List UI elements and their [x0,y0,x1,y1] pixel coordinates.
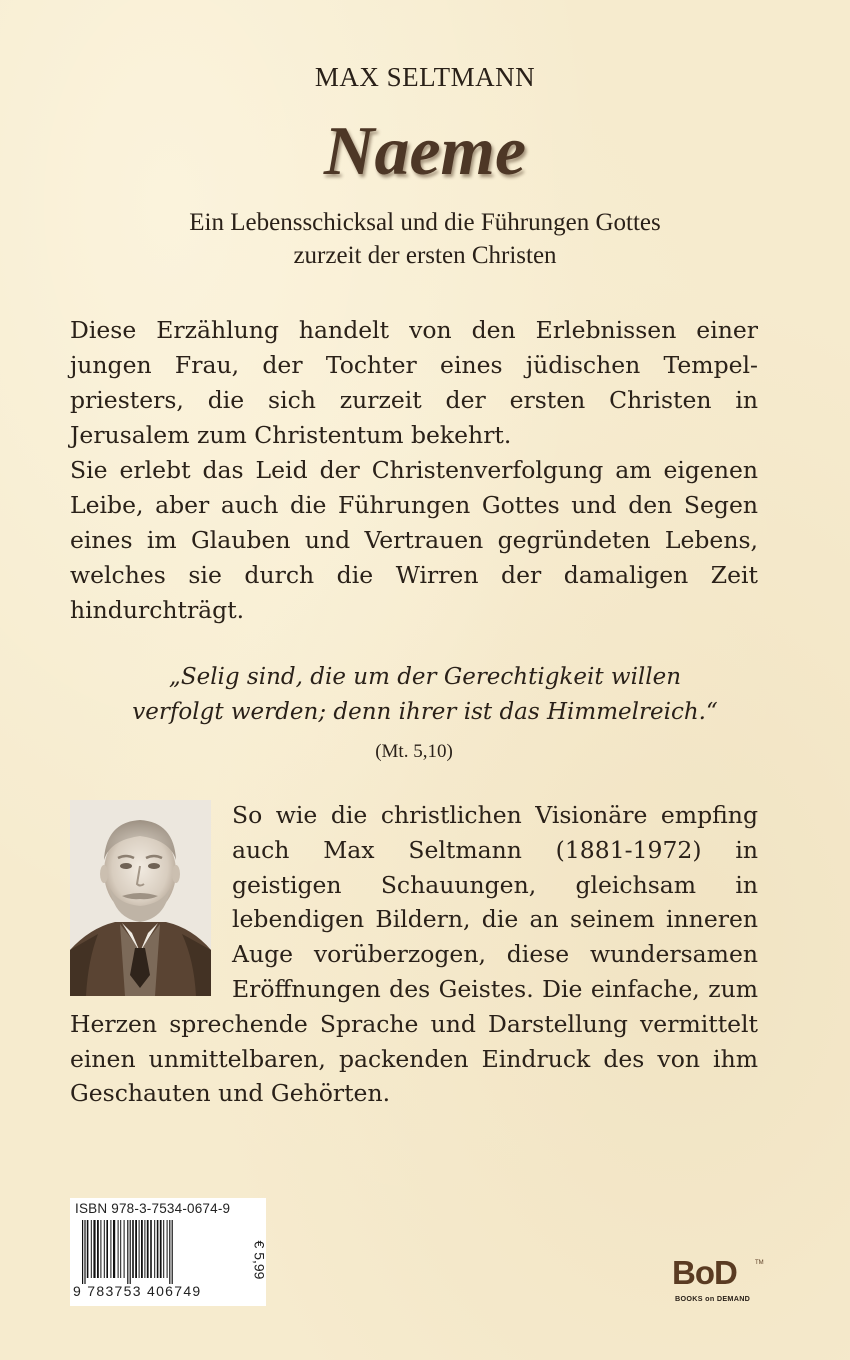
barcode-bar [132,1220,134,1278]
blurb-paragraph: Diese Erzählung handelt von den Erlebnissen einer jungen Frau, der Tochter eines jüdischen Tempelpriesters, die sich zurzeit der ersten Christen in Jerusalem zum Christentum bekehrt. [70,316,758,449]
author-name: MAX SELTMANN [314,62,536,92]
barcode-bar [139,1220,140,1278]
publisher-logo [672,1254,768,1306]
barcode-bar [104,1220,105,1278]
barcode-bar [93,1220,95,1278]
barcode-bar [91,1220,92,1278]
barcode-bar [113,1220,115,1278]
barcode-bar [160,1220,162,1278]
quote-reference: (Mt. 5,10) [375,741,453,762]
quote-line: „Selig sind, die um der Gerechtigkeit willen [168,664,682,690]
quote-line: verfolgt werden; denn ihrer ist das Himmelreich.“ [132,699,718,725]
subtitle-line: zurzeit der ersten Christen [293,242,557,269]
barcode-bar [167,1220,168,1278]
barcode-bar [135,1220,137,1278]
bod-wordmark: BoD [672,1254,737,1291]
barcode-bar [124,1220,125,1278]
barcode-bar [157,1220,159,1278]
barcode-bars [80,1220,230,1284]
isbn-barcode [70,1198,266,1306]
barcode-bar [163,1220,164,1278]
bible-quote [0,660,850,730]
barcode-bar [106,1220,108,1278]
isbn-label: ISBN 978-3-7534-0674-9 [75,1201,231,1216]
barcode-bar [144,1220,145,1278]
barcode-bar [84,1220,85,1284]
barcode-bar [82,1220,83,1284]
barcode-digits: 9 783753 406749 [73,1283,202,1299]
book-subtitle [0,206,850,272]
barcode-bar [97,1220,99,1278]
book-title: Naeme [323,113,527,190]
author-bio [70,798,758,1111]
subtitle-line: Ein Lebensschicksal und die Führungen Gottes [189,209,661,236]
barcode-bar [120,1220,121,1278]
price-label: € 5,99 [251,1240,268,1280]
barcode-bar [130,1220,131,1284]
barcode-bar [141,1220,143,1278]
blurb-paragraph: Sie erlebt das Leid der Christenverfolgung am eigenen Leibe, aber auch die Führungen Gottes und den Segen eines im Glauben und Vertrauen gegründeten Lebens, welches sie durch die Wirren der damaligen Zeit hindurchträgt. [70,456,758,624]
barcode-bar [100,1220,101,1278]
barcode-bar [87,1220,89,1278]
barcode-bar [110,1220,111,1278]
publisher-tagline: BOOKS on DEMAND [675,1294,751,1303]
barcode-bar [169,1220,170,1284]
barcode-bar [147,1220,149,1278]
barcode-bar [150,1220,152,1278]
barcode-bar [172,1220,173,1284]
portrait-spacer [70,798,232,998]
trademark-mark: TM [755,1260,764,1266]
barcode-bar [118,1220,119,1278]
blurb [70,313,758,628]
barcode-bar [154,1220,155,1278]
barcode-bar [127,1220,128,1284]
author-bio-text: So wie die christlichen Visionäre empfing auch Max Seltmann (1881-1972) in geistigen Schauungen, gleichsam in lebendigen Bildern, die an seinem inneren Auge vorüberzogen, diese wundersamen Eröffnungen des Geistes. Die einfache, zum Herzen sprechende Sprache und Darstellung vermittelt einen unmittelbaren, packenden Eindruck des von ihm Geschauten und Gehörten. [70,801,758,1108]
